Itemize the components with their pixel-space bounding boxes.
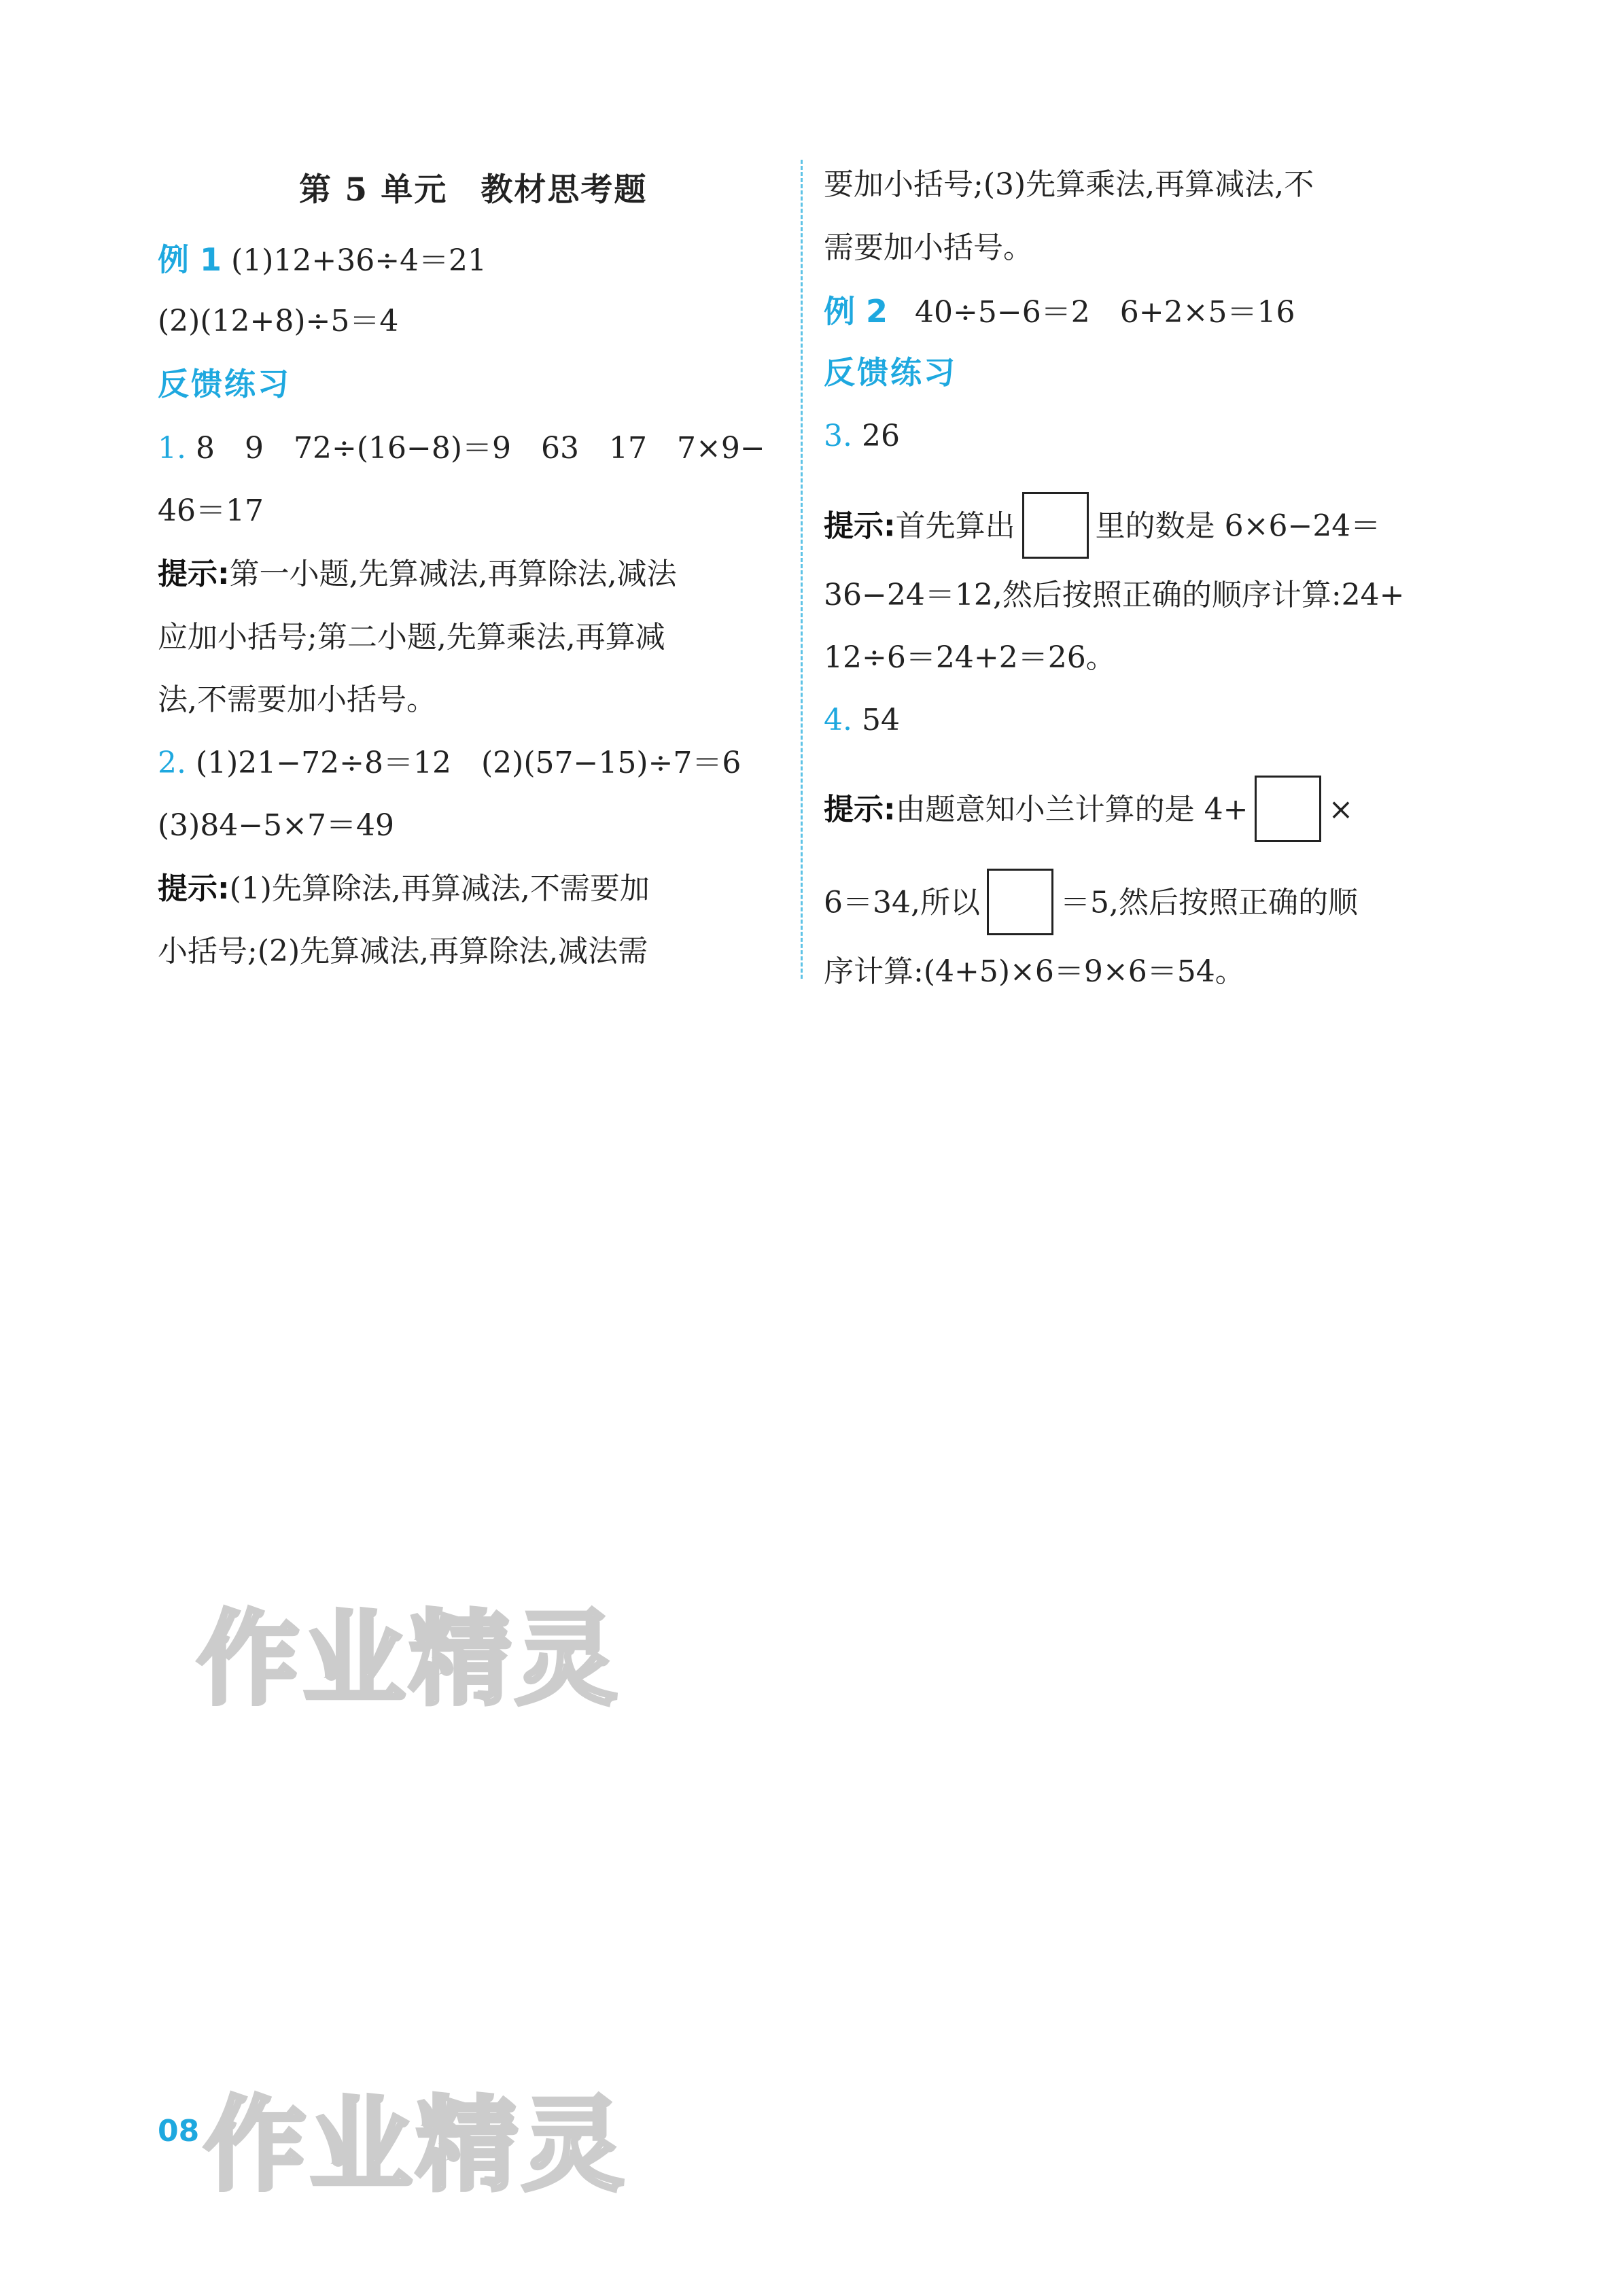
question-4-hint-text-1b: × xyxy=(1328,792,1354,827)
feedback-heading-right: 反馈练习 xyxy=(824,354,957,391)
example-2-label: 例 2 xyxy=(824,293,888,330)
question-2-hint-text-1: (1)先算除法,再算减法,不需要加 xyxy=(229,871,650,906)
question-4-hint-2 xyxy=(824,871,1358,920)
question-3-hint-text-1a: 首先算出 xyxy=(895,508,1015,544)
question-2-line-2: (3)84−5×7＝49 xyxy=(158,808,395,843)
question-1-hint-3: 法,不需要加小括号。 xyxy=(158,682,436,717)
example-2-line xyxy=(824,291,1295,332)
example-1-line-2: (2)(12+8)÷5＝4 xyxy=(158,304,399,338)
watermark-logo-bottom: 作业精灵 xyxy=(204,2087,629,2205)
question-4-number: 4. xyxy=(824,703,852,737)
question-2-number: 2. xyxy=(158,746,186,780)
hint-label: 提示: xyxy=(158,871,230,906)
question-2-hint-1 xyxy=(158,869,650,909)
question-3-hint-1 xyxy=(824,495,1381,544)
hint-label: 提示: xyxy=(158,557,230,591)
feedback-heading-left: 反馈练习 xyxy=(158,366,291,402)
question-4-line xyxy=(824,700,900,741)
question-3-hint-2: 36−24＝12,然后按照正确的顺序计算:24+ xyxy=(824,578,1405,612)
question-2-hint-2: 小括号;(2)先算减法,再算除法,减法需 xyxy=(158,934,648,969)
question-3-hint-3: 12÷6＝24+2＝26。 xyxy=(824,640,1116,675)
example-1-line-1 xyxy=(158,239,487,280)
example-2-equations: 40÷5−6＝2 6+2×5＝16 xyxy=(915,295,1295,330)
blank-box xyxy=(1022,492,1089,559)
hint-label: 提示: xyxy=(824,792,896,827)
question-1-hint-1 xyxy=(158,554,677,595)
question-3-number: 3. xyxy=(824,419,852,453)
question-3-hint-text-1b: 里的数是 6×6−24＝ xyxy=(1095,508,1381,544)
blank-box xyxy=(1255,776,1321,842)
question-4-hint-3: 序计算:(4+5)×6＝9×6＝54。 xyxy=(824,954,1245,989)
question-4-answer: 54 xyxy=(861,703,900,737)
question-1-hint-2: 应加小括号;第二小题,先算乘法,再算减 xyxy=(158,620,665,655)
watermark-logo: 作业精灵 xyxy=(197,1601,622,1719)
question-4-hint-text-2a: 6＝34,所以 xyxy=(824,885,980,920)
question-4-hint-text-2b: ＝5,然后按照正确的顺 xyxy=(1060,885,1358,920)
question-2-line-1 xyxy=(158,743,741,784)
question-2-answer-1: (1)21−72÷8＝12 (2)(57−15)÷7＝6 xyxy=(195,746,741,780)
continued-line-1: 要加小括号;(3)先算乘法,再算减法,不 xyxy=(824,167,1314,202)
column-divider xyxy=(801,160,803,979)
question-1-line-1 xyxy=(158,428,765,469)
question-1-hint-text-1: 第一小题,先算减法,再算除法,减法 xyxy=(229,557,677,591)
question-4-hint-1 xyxy=(824,778,1354,827)
question-4-hint-text-1a: 由题意知小兰计算的是 4+ xyxy=(895,792,1249,827)
hint-label: 提示: xyxy=(824,508,896,544)
blank-box xyxy=(987,869,1053,935)
example-1-label: 例 1 xyxy=(158,241,222,278)
continued-line-2: 需要加小括号。 xyxy=(824,230,1033,265)
page-number: 08 xyxy=(158,2114,200,2149)
question-1-line-2: 46＝17 xyxy=(158,493,264,528)
question-1-number: 1. xyxy=(158,431,186,466)
question-3-answer: 26 xyxy=(861,419,900,453)
question-3-line xyxy=(824,416,900,457)
example-1-eq-1: (1)12+36÷4＝21 xyxy=(231,243,487,278)
question-1-answer-1: 8 9 72÷(16−8)＝9 63 17 7×9− xyxy=(195,431,765,466)
page-title: 第 5 单元 教材思考题 xyxy=(299,171,648,209)
